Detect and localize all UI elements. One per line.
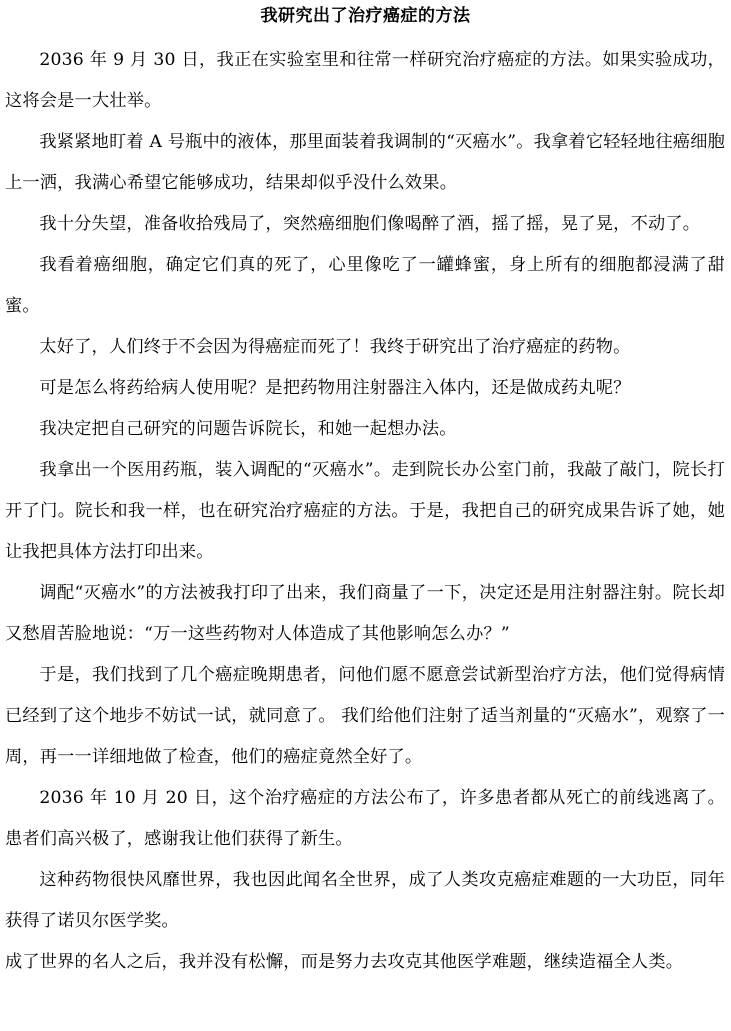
paragraph: 我十分失望，准备收拾残局了，突然癌细胞们像喝醉了酒，摇了摇，晃了晃，不动了。	[39, 214, 701, 234]
paragraph: 我拿出一个医用药瓶，装入调配的“灭癌水”。走到院长办公室门前，我敲了敲门，院长打开了门。院长和我一样，也在研究治疗癌症的方法。于是，我把自己的研究成果告诉了她，她让我把具体方法打印出来。	[5, 460, 725, 562]
paragraph: 2036 年 9 月 30 日，我正在实验室里和往常一样研究治疗癌症的方法。如果实验成功，这将会是一大壮举。	[5, 50, 725, 111]
paragraph: 成了世界的名人之后，我并没有松懈，而是努力去攻克其他医学难题，继续造福全人类。	[5, 952, 684, 972]
paragraph: 这种药物很快风靡世界，我也因此闻名全世界，成了人类攻克癌症难题的一大功臣，同年获得了诺贝尔医学奖。	[5, 870, 725, 931]
paragraph: 2036 年 10 月 20 日，这个治疗癌症的方法公布了，许多患者都从死亡的前线逃离了。患者们高兴极了，感谢我让他们获得了新生。	[5, 788, 725, 849]
document-body	[5, 40, 725, 983]
paragraph: 于是，我们找到了几个癌症晚期患者，问他们愿不愿意尝试新型治疗方法，他们觉得病情已经到了这个地步不妨试一试，就同意了。 我们给他们注射了适当剂量的“灭癌水”，观察了一周，再一一详细地做了检查，他们的癌症竟然全好了。	[5, 665, 725, 767]
document-title: 我研究出了治疗癌症的方法	[260, 6, 471, 26]
paragraph: 我看着癌细胞，确定它们真的死了，心里像吃了一罐蜂蜜，身上所有的细胞都浸满了甜蜜。	[5, 255, 725, 316]
paragraph: 调配“灭癌水”的方法被我打印了出来，我们商量了一下，决定还是用注射器注射。院长却又愁眉苦脸地说：“万一这些药物对人体造成了其他影响怎么办？”	[5, 583, 725, 644]
paragraph: 太好了，人们终于不会因为得癌症而死了！我终于研究出了治疗癌症的药物。	[39, 337, 631, 357]
paragraph: 我紧紧地盯着 A 号瓶中的液体，那里面装着我调制的“灭癌水”。我拿着它轻轻地往癌细胞上一洒，我满心希望它能够成功，结果却似乎没什么效果。	[5, 132, 725, 193]
paragraph: 可是怎么将药给病人使用呢？是把药物用注射器注入体内，还是做成药丸呢？	[39, 378, 631, 398]
paragraph: 我决定把自己研究的问题告诉院长，和她一起想办法。	[39, 419, 457, 439]
